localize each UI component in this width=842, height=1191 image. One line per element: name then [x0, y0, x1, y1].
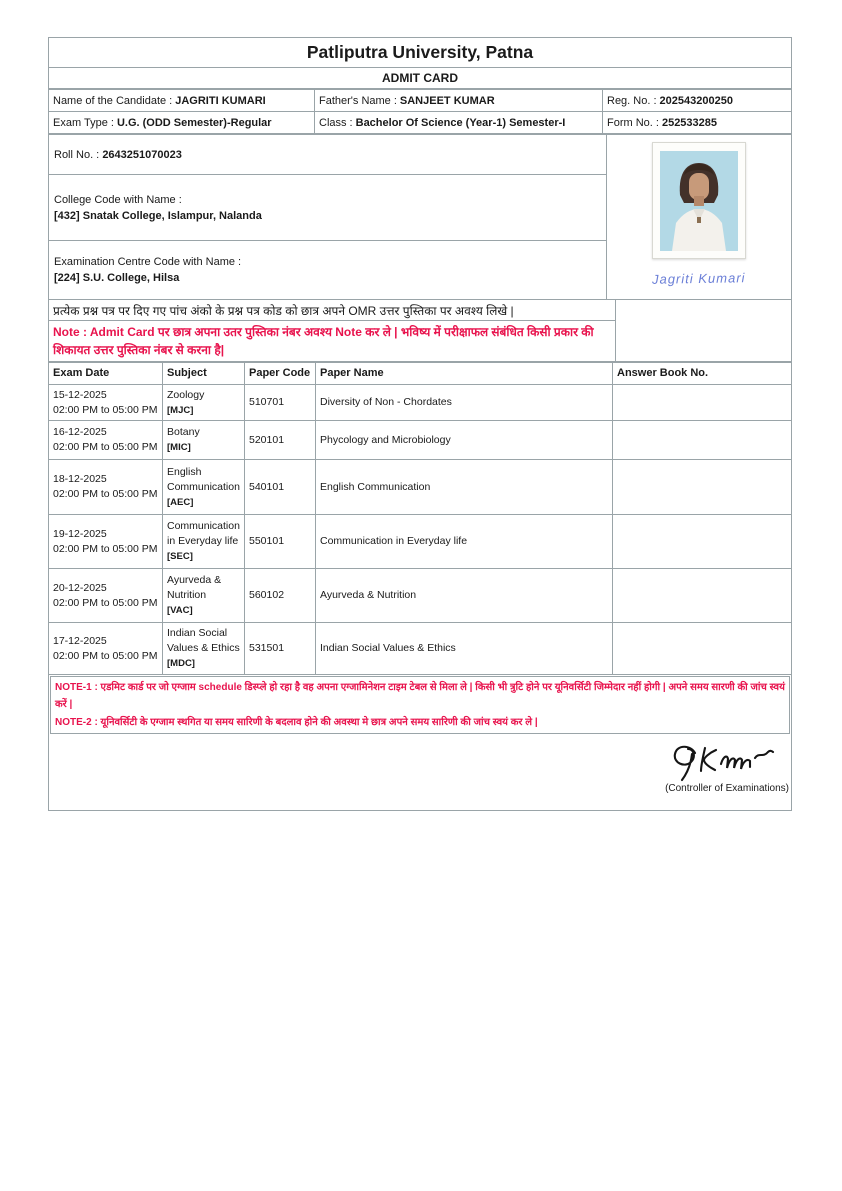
candidate-info-row-2 [49, 112, 791, 133]
paper-code-cell: 540101 [245, 460, 316, 514]
answer-book-cell [613, 515, 791, 568]
exam-row [49, 460, 791, 515]
paper-name-cell: English Communication [316, 460, 613, 514]
paper-code-cell: 531501 [245, 623, 316, 674]
answer-book-cell [613, 623, 791, 674]
roll-no-label: Roll No. : [54, 148, 100, 161]
roll-no-cell [49, 135, 606, 175]
candidate-name-value: JAGRITI KUMARI [175, 94, 266, 107]
paper-name-cell: Communication in Everyday life [316, 515, 613, 568]
subject-tag: [AEC] [167, 496, 194, 508]
subject-tag: [MDC] [167, 658, 195, 669]
red-note-instruction: Note : Admit Card पर छात्र अपना उतर पुस्तिका नंबर अवश्य Note कर ले | भविष्य में परीक्षाफल संबंधित किसी प्रकार की शिकायत उत्तर पुस्तिका नंबर से करना है| [53, 325, 594, 357]
paper-code-cell: 510701 [245, 385, 316, 420]
subject-tag: [MJC] [167, 404, 194, 416]
exam-date-cell [49, 623, 163, 674]
exam-date: 18-12-2025 [53, 473, 107, 485]
candidate-name-cell [49, 90, 315, 111]
college-value: [432] Snatak College, Islampur, Nalanda [54, 209, 262, 222]
exam-row [49, 623, 791, 674]
paper-name-cell: Diversity of Non - Chordates [316, 385, 613, 420]
exam-row [49, 385, 791, 421]
exam-date-cell [49, 460, 163, 514]
exam-date-cell [49, 421, 163, 459]
subject-cell [163, 460, 245, 514]
exam-type-label: Exam Type : [53, 116, 114, 129]
candidate-name-label: Name of the Candidate : [53, 94, 173, 107]
exam-row [49, 421, 791, 460]
header-exam-date: Exam Date [49, 363, 163, 384]
exam-date-cell [49, 385, 163, 420]
photo-cell [607, 135, 791, 299]
instructions-empty-cell [616, 300, 791, 361]
paper-code-cell: 560102 [245, 569, 316, 622]
exam-type-value: U.G. (ODD Semester)-Regular [116, 116, 272, 129]
candidate-info-row-1 [49, 90, 791, 112]
subject-name: Botany [167, 426, 200, 438]
subject-cell [163, 569, 245, 622]
exam-date-cell [49, 515, 163, 568]
header-paper-code: Paper Code [245, 363, 316, 384]
college-cell [49, 175, 606, 241]
paper-code-cell: 550101 [245, 515, 316, 568]
admit-card-title: ADMIT CARD [49, 68, 791, 90]
controller-signature-image [667, 741, 779, 783]
instructions-section [49, 300, 791, 363]
controller-designation: (Controller of Examinations) [665, 783, 789, 794]
subject-name: Communication in Everyday life [167, 520, 240, 547]
exam-time: 02:00 PM to 05:00 PM [53, 441, 158, 453]
exam-row [49, 515, 791, 569]
controller-signature-area [49, 735, 791, 810]
subject-cell [163, 623, 245, 674]
reg-no-label: Reg. No. : [607, 94, 657, 107]
exam-date: 19-12-2025 [53, 527, 107, 540]
subject-cell [163, 515, 245, 568]
note-1: NOTE-1 : एडमिट कार्ड पर जो एग्जाम schedule डिस्प्ले हो रहा है वह अपना एग्जामिनेशन टाइम टेबल से मिला ले | किसी भी त्रुटि होने पर यूनिवर्सिटी जिम्मेदार नहीं होगी | अपने समय सारणी की जांच स्वयं करें | [55, 682, 785, 710]
exam-type-cell [49, 112, 315, 133]
candidate-photo-image [660, 151, 738, 251]
exam-time: 02:00 PM to 05:00 PM [53, 542, 158, 555]
class-cell [315, 112, 603, 133]
paper-code-cell: 520101 [245, 421, 316, 459]
exam-date: 17-12-2025 [53, 634, 107, 647]
form-no-cell [603, 112, 791, 133]
roll-no-value: 2643251070023 [102, 148, 182, 161]
class-value: Bachelor Of Science (Year-1) Semester-I [355, 116, 566, 129]
notes-box [50, 676, 790, 734]
exam-centre-cell [49, 241, 606, 299]
subject-tag: [SEC] [167, 551, 193, 562]
university-title: Patliputra University, Patna [49, 38, 791, 68]
header-answer-book: Answer Book No. [617, 367, 709, 379]
subject-name: Ayurveda & Nutrition [167, 574, 222, 601]
header-subject: Subject [163, 363, 245, 384]
roll-college-photo-section [49, 135, 791, 300]
exam-time: 02:00 PM to 05:00 PM [53, 403, 158, 416]
paper-name-cell: Indian Social Values & Ethics [316, 623, 613, 674]
subject-name: English Communication [167, 465, 240, 493]
candidate-info-table [49, 90, 791, 135]
form-no-label: Form No. : [607, 116, 659, 129]
exam-centre-label: Examination Centre Code with Name : [54, 256, 242, 268]
exam-date: 15-12-2025 [53, 388, 107, 401]
header-paper-name: Paper Name [316, 363, 613, 384]
exam-time: 02:00 PM to 05:00 PM [53, 488, 158, 500]
reg-no-value: 202543200250 [659, 94, 733, 107]
exam-row [49, 569, 791, 623]
admit-card-document [48, 37, 792, 811]
answer-book-cell [613, 421, 791, 459]
father-name-cell [315, 90, 603, 111]
exam-centre-value: [224] S.U. College, Hilsa [54, 272, 180, 284]
answer-book-cell [613, 385, 791, 420]
exam-table-header-row [49, 363, 791, 385]
subject-cell [163, 421, 245, 459]
exam-date-cell [49, 569, 163, 622]
subject-tag: [MIC] [167, 442, 191, 453]
reg-no-cell [603, 90, 791, 111]
roll-college-column [49, 135, 607, 299]
instructions-column [49, 300, 616, 361]
omr-instruction: प्रत्येक प्रश्न पत्र पर दिए गए पांच अंको के प्रश्न पत्र कोड को छात्र अपने OMR उत्तर पुस्तिका पर अवश्य लिखे | [49, 300, 615, 321]
subject-tag: [VAC] [167, 605, 193, 616]
answer-book-cell [613, 460, 791, 514]
paper-name-cell: Phycology and Microbiology [316, 421, 613, 459]
father-name-label: Father's Name : [319, 94, 397, 107]
form-no-value: 252533285 [661, 116, 718, 129]
paper-name-cell: Ayurveda & Nutrition [316, 569, 613, 622]
answer-book-cell [613, 569, 791, 622]
subject-name: Zoology [167, 388, 205, 401]
subject-name: Indian Social Values & Ethics [167, 627, 240, 654]
college-label: College Code with Name : [54, 193, 182, 206]
exam-date: 16-12-2025 [53, 426, 107, 438]
father-name-value: SANJEET KUMAR [399, 94, 495, 107]
exam-date: 20-12-2025 [53, 581, 107, 594]
exam-time: 02:00 PM to 05:00 PM [53, 596, 158, 609]
class-label: Class : [319, 116, 353, 129]
exam-time: 02:00 PM to 05:00 PM [53, 649, 158, 662]
subject-cell [163, 385, 245, 420]
candidate-signature: Jagriti Kumari [652, 270, 746, 287]
note-2: NOTE-2 : यूनिवर्सिटी के एग्जाम स्थगित या समय सारिणी के बदलाव होने की अवस्था मे छात्र अपने समय सारिणी की जांच स्वयं कर ले | [55, 717, 538, 728]
candidate-photo [652, 142, 746, 259]
roll-no-line [54, 147, 601, 163]
exam-schedule-table [49, 363, 791, 675]
